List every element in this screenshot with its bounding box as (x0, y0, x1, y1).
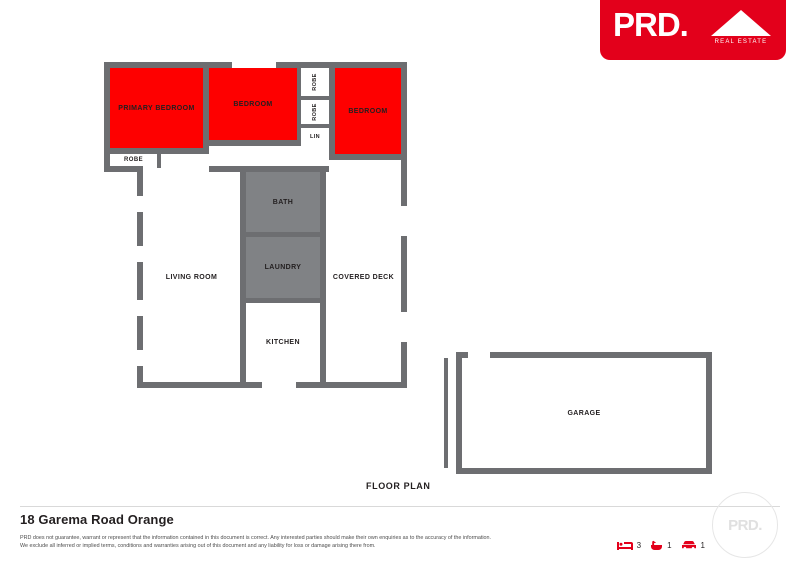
room-living-room (143, 172, 240, 382)
stat-bedrooms-value: 3 (636, 541, 642, 550)
room-label-laundry: LAUNDRY (264, 264, 302, 271)
room-label-garage: GARAGE (567, 409, 601, 417)
bed-icon (617, 540, 633, 551)
room-robe-1 (110, 154, 157, 166)
room-bedroom-3 (335, 68, 401, 154)
garage-door (444, 358, 448, 468)
room-label-robe-2: ROBE (312, 73, 318, 91)
stat-car-spaces (681, 540, 705, 551)
prd-watermark: PRD. (712, 492, 778, 558)
room-label-bedroom-2: BEDROOM (233, 100, 273, 108)
room-label-primary-bedroom: PRIMARY BEDROOM (118, 104, 195, 112)
room-kitchen (246, 303, 320, 382)
stat-bathrooms (650, 540, 671, 551)
room-label-bath: BATH (272, 198, 294, 206)
room-linen (301, 128, 329, 146)
stat-car-spaces-value: 1 (700, 541, 705, 550)
footer-divider (20, 506, 780, 507)
room-bedroom-2 (209, 68, 297, 140)
door-gap-bottom-1 (262, 382, 296, 388)
wall-bedroom-band-bottom-mid (209, 140, 307, 146)
room-label-robe-3: ROBE (312, 103, 318, 121)
disclaimer-line-2: We exclude all inferred or implied terms, conditions and warranties arising out of this document and any liability for loss or damage arising there from. (20, 543, 376, 549)
property-address: 18 Garema Road Orange (20, 512, 174, 527)
wall-robe-1-right (157, 154, 161, 168)
car-icon (681, 540, 697, 551)
disclaimer-text (20, 534, 580, 550)
bath-icon (650, 540, 663, 551)
room-label-living-room: LIVING ROOM (165, 273, 218, 281)
room-label-linen: LIN (309, 134, 321, 140)
room-label-covered-deck: COVERED DECK (332, 273, 395, 281)
room-robe-2 (301, 68, 329, 96)
room-label-robe-1: ROBE (124, 157, 143, 163)
room-laundry (246, 237, 320, 298)
logo-wordmark: PRD. (613, 6, 688, 43)
room-primary-bedroom (110, 68, 203, 148)
logo-subtitle: REAL ESTATE (714, 39, 768, 45)
disclaimer-line-1: PRD does not guarantee, warrant or represent that the information contained in this document is correct. Any interested parties should make their own enquiries as to the accuracy of the information. (20, 535, 492, 541)
room-covered-deck (326, 172, 401, 382)
room-garage (462, 358, 706, 468)
garage-wall-right (706, 352, 712, 474)
floor-plan-caption: FLOOR PLAN (366, 481, 431, 491)
room-label-kitchen: KITCHEN (266, 339, 300, 346)
room-robe-3 (301, 100, 329, 124)
property-stats (617, 540, 705, 551)
wall-left-step (104, 166, 143, 172)
wall-bedroom-band-bottom-right (329, 154, 407, 160)
door-gap-right-1 (401, 206, 407, 236)
room-bath (246, 172, 320, 232)
room-label-bedroom-3: BEDROOM (348, 107, 388, 115)
stat-bathrooms-value: 1 (667, 541, 672, 550)
door-gap-right-2 (401, 312, 407, 342)
stat-bedrooms (617, 540, 641, 551)
garage-wall-bottom (456, 468, 712, 474)
